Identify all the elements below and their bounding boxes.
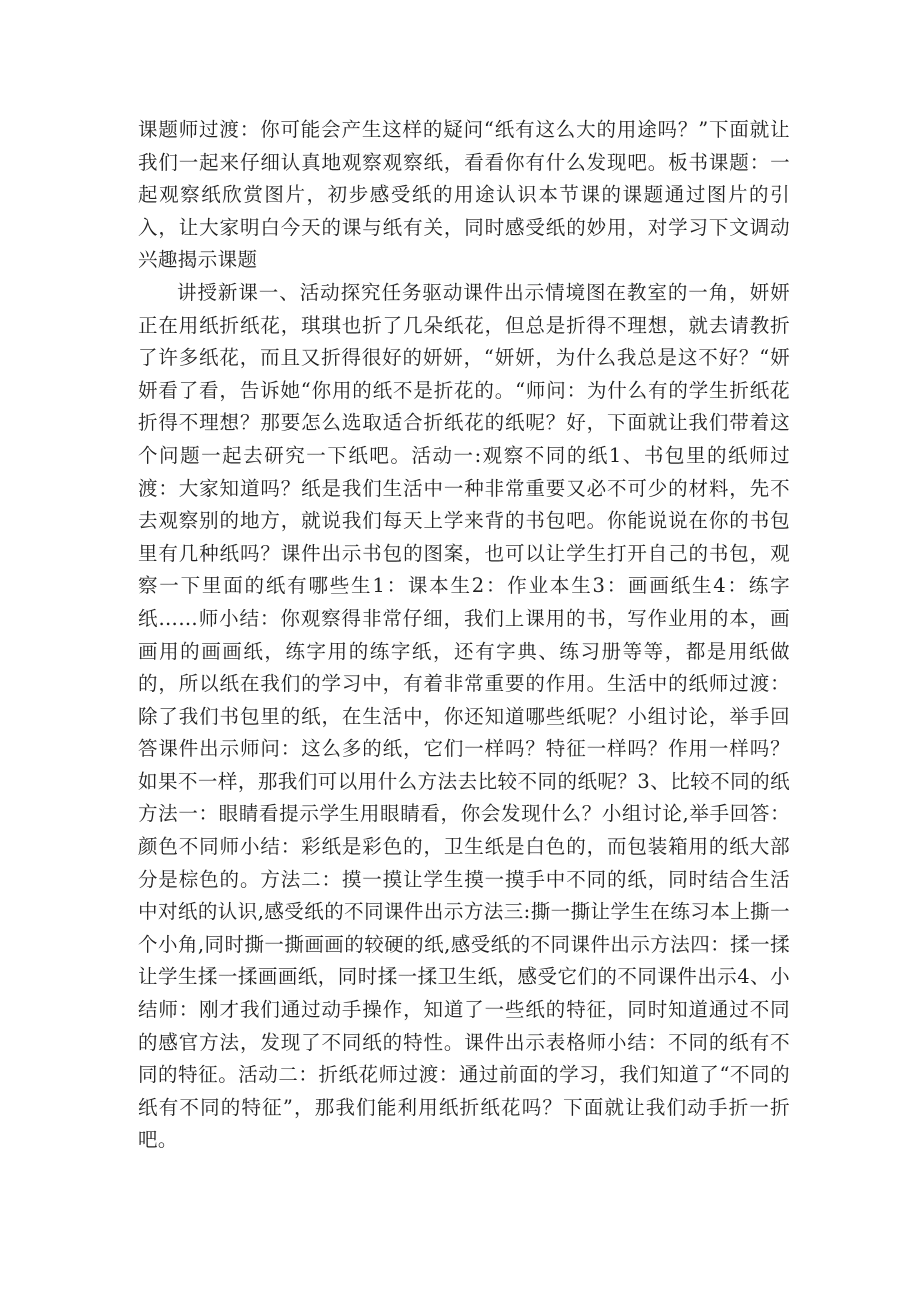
document-body: [138, 114, 790, 1157]
paragraph-new-lesson: 讲授新课一、活动探究任务驱动课件出示情境图在教室的一角，妍妍正在用纸折纸花，琪琪也折了几朵纸花，但总是折得不理想，就去请教折了许多纸花，而且又折得很好的妍妍，“妍妍，为什么我总是这不好？“妍妍看了看，告诉她“你用的纸不是折花的。“师问：为什么有的学生折纸花折得不理想？那要怎么选取适合折纸花的纸呢？好，下面就让我们带着这个问题一起去研究一下纸吧。活动一:观察不同的纸1、书包里的纸师过渡：大家知道吗？纸是我们生活中一种非常重要又必不可少的材料，先不去观察别的地方，就说我们每天上学来背的书包吧。你能说说在你的书包里有几种纸吗？课件出示书包的图案，也可以让学生打开自己的书包，观察一下里面的纸有哪些生1：课本生2：作业本生3：画画纸生4：练字纸……师小结：你观察得非常仔细，我们上课用的书，写作业用的本，画画用的画画纸，练字用的练字纸，还有字典、练习册等等，都是用纸做的，所以纸在我们的学习中，有着非常重要的作用。生活中的纸师过渡：除了我们书包里的纸，在生活中，你还知道哪些纸呢？小组讨论，举手回答课件出示师问：这么多的纸，它们一样吗？特征一样吗？作用一样吗？如果不一样，那我们可以用什么方法去比较不同的纸呢？3、比较不同的纸方法一：眼睛看提示学生用眼睛看，你会发现什么？小组讨论,举手回答：颜色不同师小结：彩纸是彩色的，卫生纸是白色的，而包装箱用的纸大部分是棕色的。方法二：摸一摸让学生摸一摸手中不同的纸，同时结合生活中对纸的认识,感受纸的不同课件出示方法三:撕一撕让学生在练习本上撕一个小角,同时撕一撕画画的较硬的纸,感受纸的不同课件出示方法四：揉一揉让学生揉一揉画画纸，同时揉一揉卫生纸，感受它们的不同课件出示4、小结师：刚才我们通过动手操作，知道了一些纸的特征，同时知道通过不同的感官方法，发现了不同纸的特性。课件出示表格师小结：不同的纸有不同的特征。活动二：折纸花师过渡：通过前面的学习，我们知道了“不同的纸有不同的特征”，那我们能利用纸折纸花吗？下面就让我们动手折一折吧。: [138, 280, 790, 1152]
paragraph-intro: 课题师过渡：你可能会产生这样的疑问“纸有这么大的用途吗？”下面就让我们一起来仔细认真地观察观察纸，看看你有什么发现吧。板书课题：一起观察纸欣赏图片，初步感受纸的用途认识本节课的课题通过图片的引入，让大家明白今天的课与纸有关，同时感受纸的妙用，对学习下文调动兴趣揭示课题: [138, 118, 790, 272]
